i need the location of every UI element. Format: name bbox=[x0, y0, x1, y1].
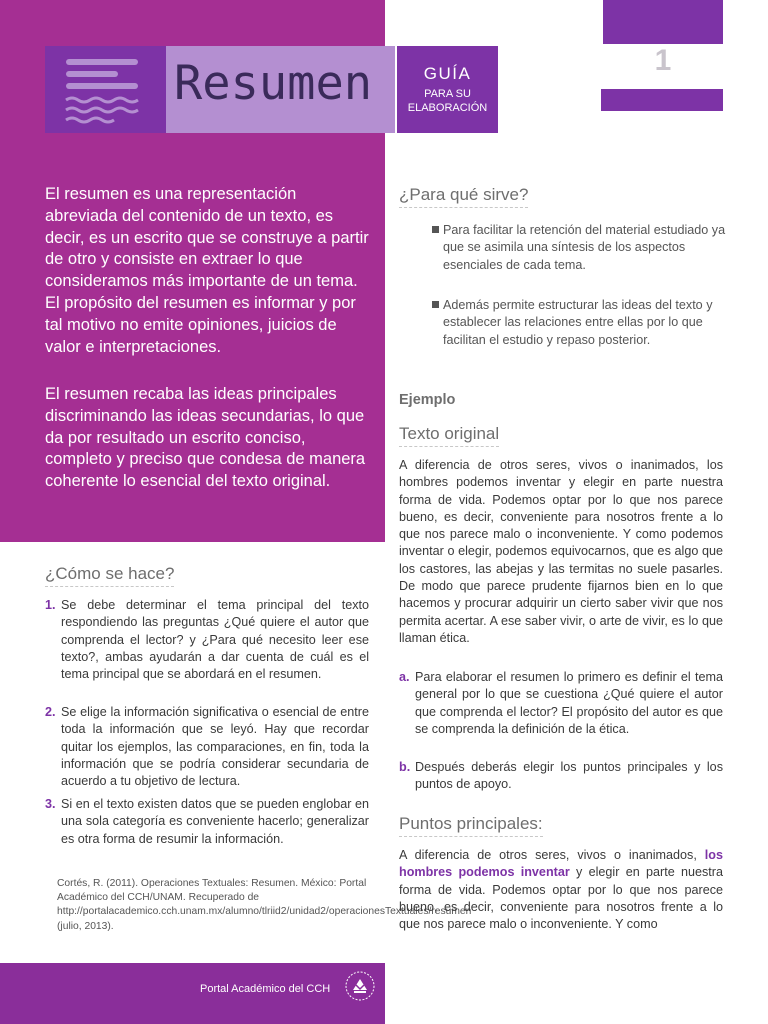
puntos-principales-text bbox=[399, 847, 723, 933]
item-text: Para elaborar el resumen lo primero es definir el tema general por lo que se cuestiona ¿Qué quiere el autor que comprenda el lector? El propósito del autor es que se comprenda la definición de la ética. bbox=[415, 670, 723, 736]
guia-subtitle-1: PARA SU bbox=[424, 88, 471, 100]
guia-box bbox=[397, 46, 498, 133]
list-item bbox=[399, 669, 723, 738]
step-text: Se elige la información significativa o esencial de entre toda la información que se leyó. Hay que recordar quitar los ejemplos, las comparaciones, en fin, toda la información que se podría considerar secundaria de acuerdo a tu objetivo de lectura. bbox=[61, 705, 369, 789]
title-box bbox=[166, 46, 395, 133]
guia-subtitle-2: ELABORACIÓN bbox=[407, 102, 488, 114]
title-banner bbox=[45, 46, 498, 133]
footer-text: Portal Académico del CCH bbox=[200, 983, 331, 995]
item-text: Después deberás elegir los puntos principales y los puntos de apoyo. bbox=[415, 760, 723, 792]
list-item bbox=[45, 796, 369, 848]
ejemplo-label: Ejemplo bbox=[399, 392, 456, 408]
list-item bbox=[432, 222, 732, 274]
item-letter: b. bbox=[399, 760, 411, 774]
document-lines-icon bbox=[45, 46, 166, 133]
intro-paragraph-1: El resumen es una representación abreviada del contenido de un texto, es decir, es un escrito que se construye a partir de otro y consiste en extraer lo que consideramos más importante de un tema. El propósito del resumen es informar y por tal motivo no emite opiniones, juicios de valor e interpretaciones. bbox=[45, 185, 369, 356]
list-item bbox=[399, 759, 723, 794]
texto-original-heading: Texto original bbox=[399, 424, 499, 447]
step-text: Se debe determinar el tema principal del texto respondiendo las preguntas ¿Qué quiere el autor que comprenda el lector? y ¿Para qué necesito leer ese texto?, ambas ayudarán a dar cuenta de cuál es el tema principal que se abordará en el resumen. bbox=[61, 598, 369, 682]
step-number: 3. bbox=[45, 797, 56, 811]
step-number: 2. bbox=[45, 705, 56, 719]
bullet-square-icon bbox=[432, 226, 439, 233]
intro-paragraph-2: El resumen recaba las ideas principales discriminando las ideas secundarias, lo que da por resultado un escrito conciso, completo y preciso que condesa de manera coherente lo esencial del texto original. bbox=[45, 385, 366, 491]
list-item bbox=[45, 704, 369, 790]
list-item bbox=[45, 597, 369, 683]
page-number: 1 bbox=[654, 44, 672, 77]
puntos-text-post: y elegir en parte nuestra forma de vida. Podemos optar por lo que nos parece bueno, es decir, conveniente para nosotros frente a lo que nos parece malo o inconveniente. Y como bbox=[399, 865, 723, 932]
guia-label: GUÍA bbox=[423, 64, 472, 83]
step-text: Si en el texto existen datos que se pueden englobar en una sola categoría es conveniente hacerlo; generalizar es otra forma de resumir la información. bbox=[61, 797, 369, 846]
page-number-top-bar bbox=[603, 0, 723, 44]
puntos-highlight: los hombres podemos inventar bbox=[399, 848, 723, 880]
bullet-square-icon bbox=[432, 301, 439, 308]
como-heading: ¿Cómo se hace? bbox=[45, 564, 174, 587]
step-number: 1. bbox=[45, 598, 56, 612]
page-number-bottom-bar bbox=[601, 89, 723, 111]
cch-logo-icon bbox=[344, 970, 376, 1002]
puntos-text-pre: A diferencia de otros seres, vivos o inanimados, bbox=[399, 848, 705, 862]
texto-original: A diferencia de otros seres, vivos o inanimados, los hombres podemos inventar y elegir en parte nuestra forma de vida. Podemos optar por lo que nos parece bueno, es decir, conveniente para nosotros frente a lo que nos parece malo o inconveniente. Y como podemos inventar o elegir, podemos equivocarnos, que es algo que los castores, las abejas y las termitas no suele pasarles. De modo que parece prudente fijarnos bien en lo que hacemos y procurar adquirir un cierto saber vivir que nos permita acertar. A ese saber vivir, o arte de vivir, es lo que llaman ética. bbox=[399, 458, 723, 645]
bullet-text: Para facilitar la retención del material estudiado ya que se asimila una síntesis de los aspectos esenciales de cada tema. bbox=[443, 223, 726, 272]
item-letter: a. bbox=[399, 670, 410, 684]
puntos-principales-heading: Puntos principales: bbox=[399, 814, 543, 837]
bullet-text: Además permite estructurar las ideas del texto y establecer las relaciones entre ellas por lo que facilitan el estudio y repaso posterior. bbox=[443, 298, 713, 347]
list-item bbox=[432, 297, 732, 349]
page-title: Resumen bbox=[174, 56, 373, 111]
citation: Cortés, R. (2011). Operaciones Textuales: Resumen. México: Portal Académico del CCH/UNAM. Recuperado de http://portalacademico.cch.unam.mx/alumno/tlriid2/unidad2/operacionesTextuales/resumen (julio, 2013). bbox=[57, 878, 472, 932]
para-heading: ¿Para qué sirve? bbox=[399, 185, 528, 208]
